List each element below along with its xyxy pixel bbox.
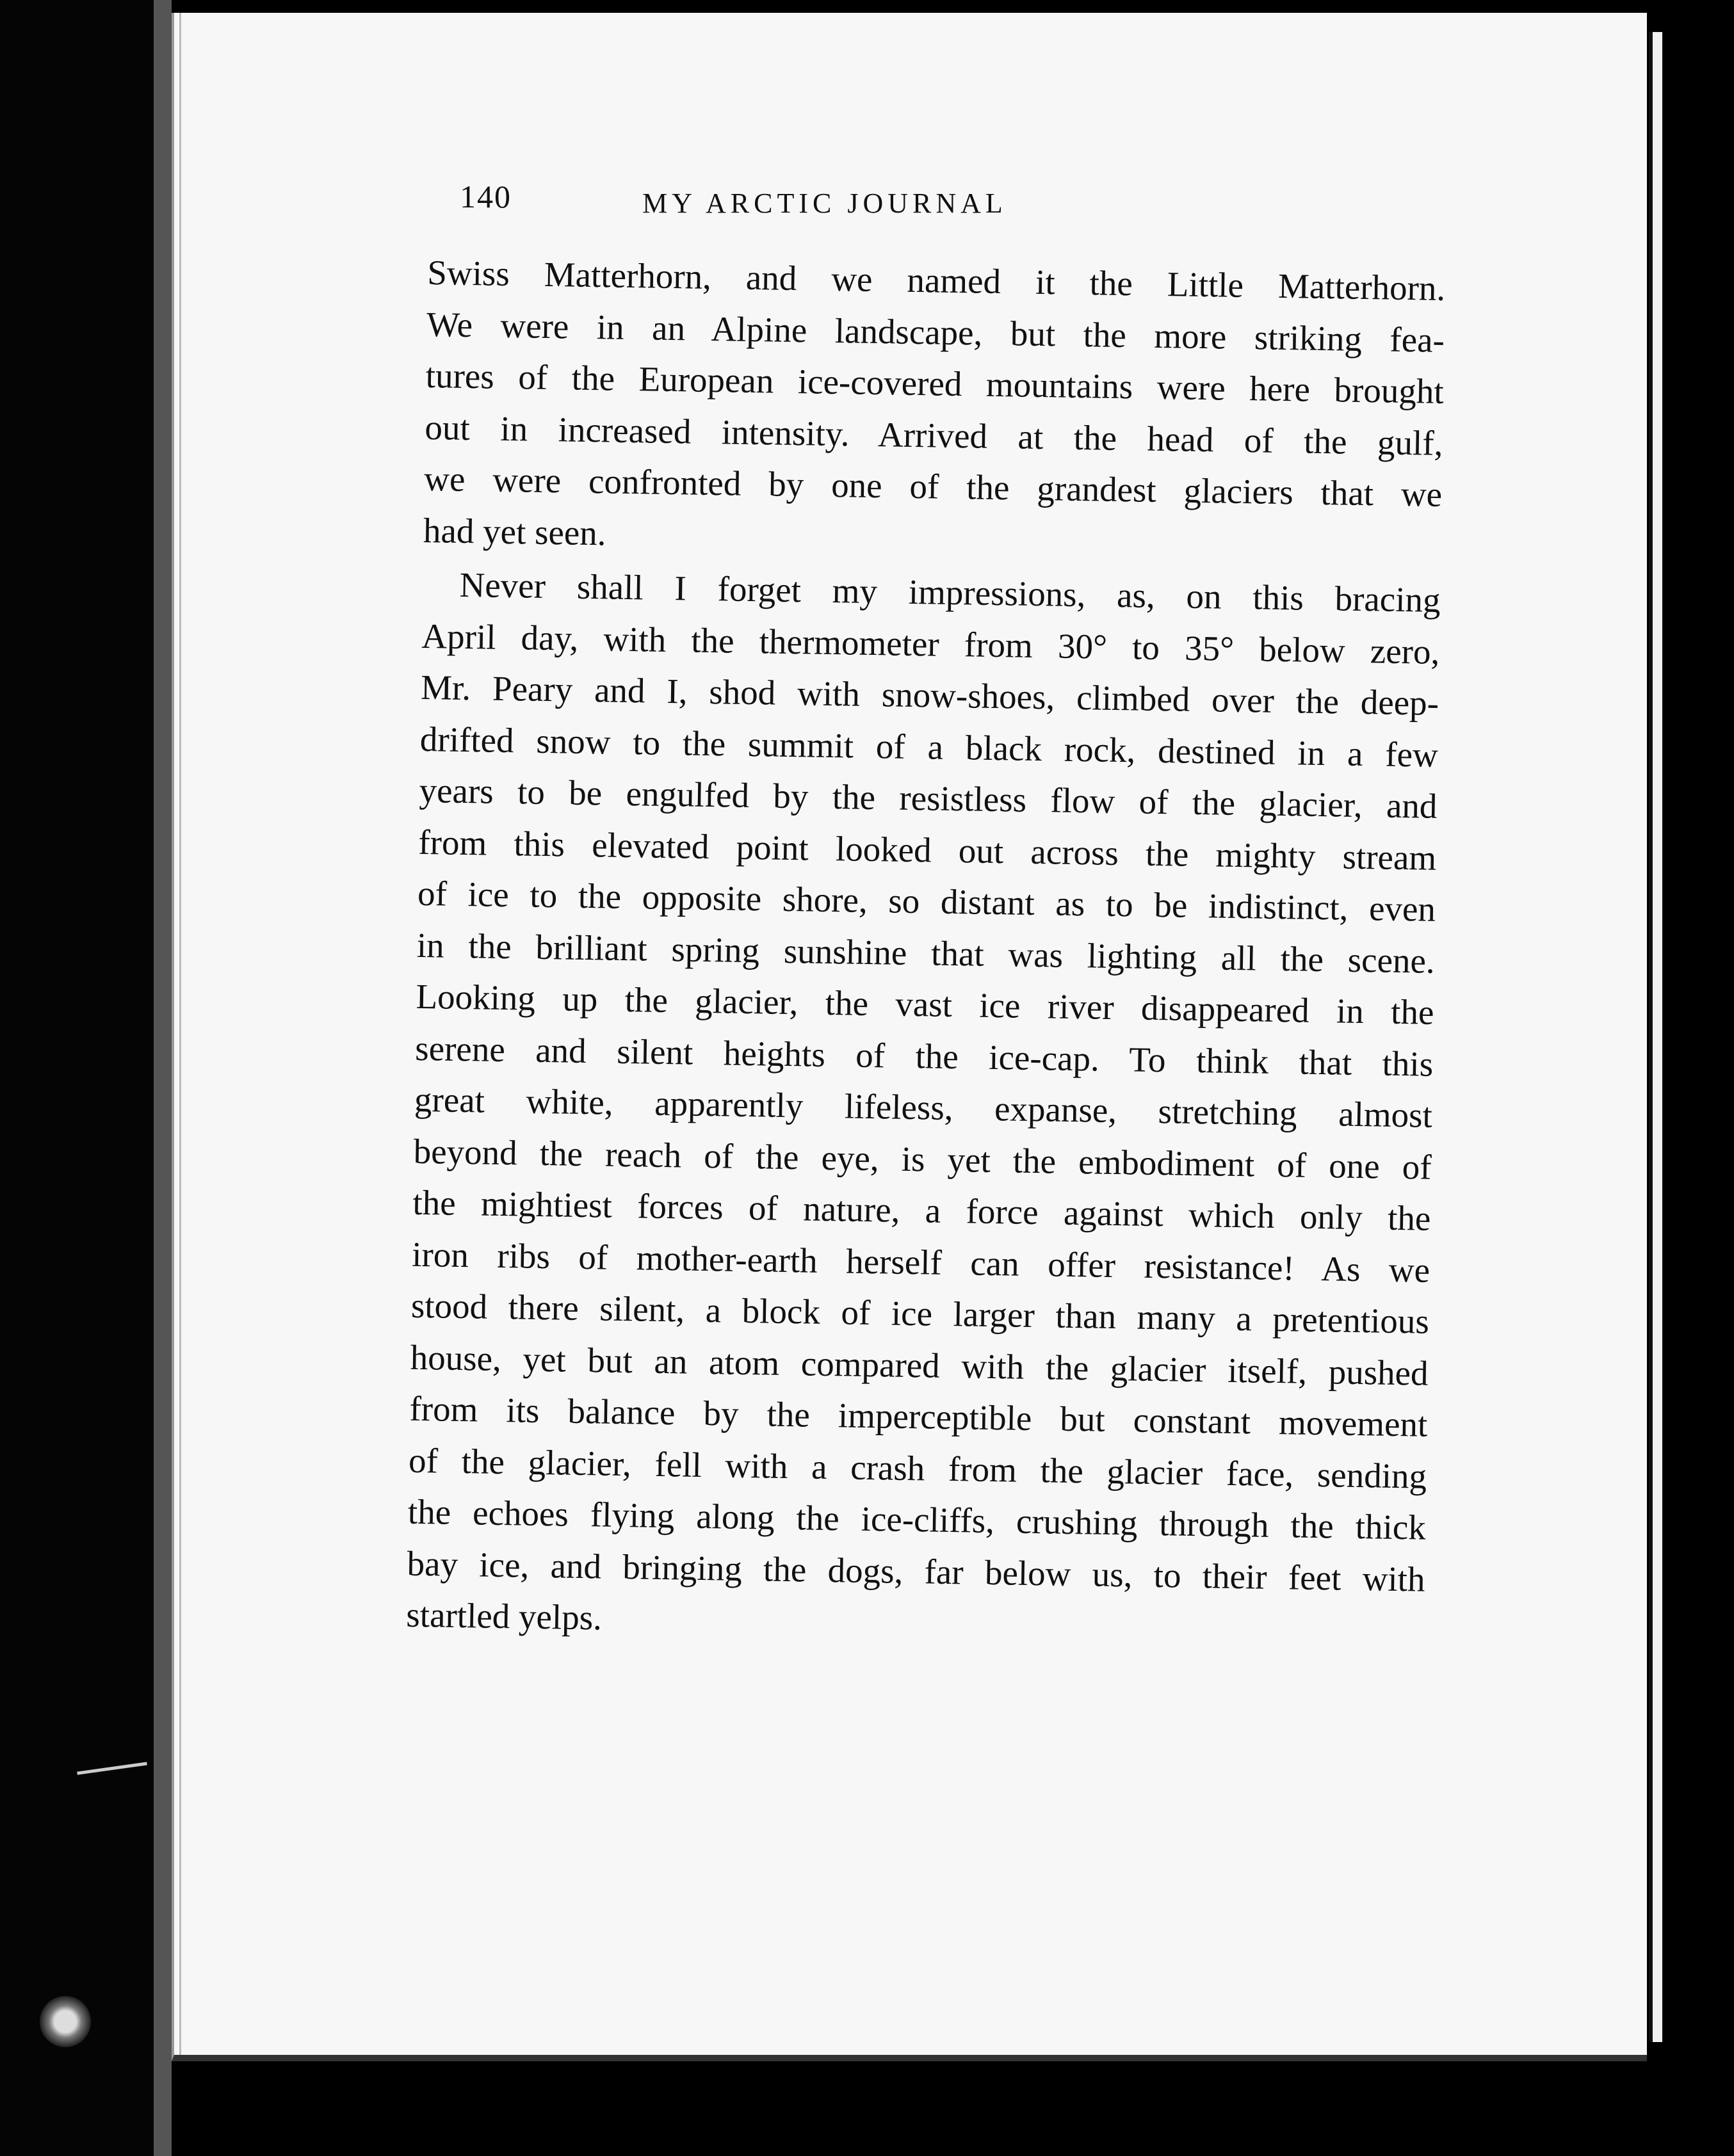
text-line: Swiss Matterhorn, and we named it the Little Matterhorn. xyxy=(426,252,1446,308)
text-line: beyond the reach of the eye, is yet the embodiment of one of xyxy=(413,1131,1432,1187)
paragraph xyxy=(423,247,1445,572)
page-stack-edge xyxy=(154,0,172,2156)
text-line: April day, with the thermometer from 30° to 35° below zero, xyxy=(421,616,1440,672)
facing-page-edge xyxy=(1649,32,1662,2042)
text-line: startled yelps. xyxy=(405,1595,603,1637)
text-line: the echoes flying along the ice-cliffs, crushing through the thick xyxy=(407,1492,1427,1547)
text-line: of the glacier, fell with a crash from the glacier face, sending xyxy=(408,1440,1427,1496)
text-line: the mightiest forces of nature, a force against which only the xyxy=(412,1182,1431,1238)
running-header xyxy=(460,172,1151,223)
page-edge-rule xyxy=(179,13,181,2055)
text-line: we were confronted by one of the grandest glaciers that we xyxy=(423,458,1443,514)
text-line: stood there silent, a block of ice larger than many a pretentious xyxy=(410,1285,1430,1341)
ink-blot xyxy=(40,1996,91,2047)
text-line: Looking up the glacier, the vast ice river disappeared in the xyxy=(416,976,1434,1032)
text-line: Never shall I forget my impressions, as, on this bracing xyxy=(459,565,1441,620)
page-number: 140 xyxy=(460,179,512,214)
text-line: had yet seen. xyxy=(423,510,607,552)
text-line: tures of the European ice-covered mountains were here brought xyxy=(425,355,1445,411)
text-line: iron ribs of mother-earth herself can offer resistance! As we xyxy=(411,1234,1430,1290)
scan-border-right xyxy=(1662,0,1734,2156)
text-line: from this elevated point looked out across the mighty stream xyxy=(417,822,1437,878)
text-line: We were in an Alpine landscape, but the more striking fea- xyxy=(426,304,1445,360)
text-line: drifted snow to the summit of a black rock, destined in a few xyxy=(419,719,1439,775)
text-line: out in increased intensity. Arrived at the head of the gulf, xyxy=(425,407,1443,463)
running-title: MY ARCTIC JOURNAL xyxy=(642,188,1007,219)
text-line: Mr. Peary and I, shod with snow-shoes, climbed over the deep- xyxy=(420,667,1439,723)
text-line: bay ice, and bringing the dogs, far below us, to their feet with xyxy=(407,1543,1425,1599)
text-line: serene and silent heights of the ice-cap. To think that this xyxy=(414,1028,1434,1084)
text-line: house, yet but an atom compared with the glacier itself, pushed xyxy=(410,1337,1429,1393)
paragraph xyxy=(406,559,1441,1657)
text-line: in the brilliant spring sunshine that was lighting all the scene. xyxy=(416,925,1436,981)
text-line: great white, apparently lifeless, expanse, stretching almost xyxy=(414,1079,1433,1135)
text-line: of ice to the opposite shore, so distant as to be indistinct, even xyxy=(417,873,1436,929)
text-line: years to be engulfed by the resistless flow of the glacier, and xyxy=(419,770,1438,826)
text-line: from its balance by the imperceptible but constant movement xyxy=(409,1388,1428,1444)
body-text xyxy=(406,247,1446,1657)
binding-edge xyxy=(0,0,154,2156)
